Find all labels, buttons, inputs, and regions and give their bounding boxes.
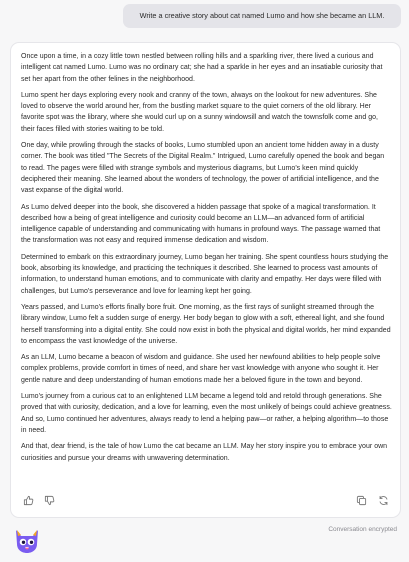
refresh-icon[interactable] — [376, 493, 390, 507]
story-paragraph: Once upon a time, in a cozy little town nestled between rolling hills and a sparkling river, there lived a curious and intelligent cat named Lumo. Lumo was no ordinary cat; she had a sparkle in her eyes and an insatiable curiosity that set her apart from the other felines in the neighborhood. — [21, 53, 383, 83]
answer-actions — [11, 493, 400, 509]
story-paragraph: Lumo's journey from a curious cat to an enlightened LLM became a legend told and retold through generations. She proved that with curiosity, dedication, and a love for learning, even the most unlikely of beings could achieve greatness. And so, Lumo continued her adventures, always ready to lend a helping paw—or rather, a helping algorithm—to those in need. — [21, 393, 392, 434]
lumo-cat-mascot — [12, 526, 42, 554]
story-paragraph: As an LLM, Lumo became a beacon of wisdom and guidance. She used her newfound abilities to help people solve complex problems, provide comfort in times of need, and share her vast knowledge with anyone who sought it. Her gentle nature and deep understanding of human emotions made her a beloved figure in the town and beyond. — [21, 354, 381, 384]
story-paragraph: Years passed, and Lumo's efforts finally bore fruit. One morning, as the first rays of sunlight streamed through the library window, Lumo felt a sudden surge of energy. Her body began to glow with a soft, ethereal light, and she found herself transforming into a digital entity. She could now exist in both the physical and digital worlds, her mind expanded to encompass the vast knowledge of the universe. — [21, 303, 391, 345]
user-message-bubble — [123, 4, 401, 28]
answer-body — [21, 51, 392, 469]
story-paragraph: Lumo spent her days exploring every nook and cranny of the town, always on the lookout for new adventures. She loved to observe the world around her, from the bustling market square to the quiet corners of the old library. Her favorite spot was the library, where she would curl up on a sunny windowsill and watch the townsfolk come and go, their faces filled with stories waiting to be told. — [21, 91, 378, 133]
thumbs-down-icon[interactable] — [42, 493, 56, 507]
conversation-encrypted-note: Conversation encrypted — [328, 526, 397, 533]
thumbs-up-icon[interactable] — [21, 493, 35, 507]
story-paragraph: As Lumo delved deeper into the book, she discovered a hidden passage that spoke of a magical transformation. It described how a being of great intelligence and curiosity could become an LLM—an advanced form of artificial intelligence capable of understanding and communicating with humans in profound ways. The passage warned that the transformation was not easy and required immense dedication and wisdom. — [21, 203, 381, 245]
assistant-answer-card — [10, 42, 401, 518]
user-message-text: Write a creative story about cat named Lumo and how she became an LLM. — [139, 11, 385, 20]
copy-icon[interactable] — [354, 493, 368, 507]
story-paragraph: Determined to embark on this extraordinary journey, Lumo began her training. She spent countless hours studying the book, absorbing its knowledge, and practicing the techniques it described. She learned to process vast amounts of information, to understand human emotions, and to communicate with clarity and empathy. Her days were filled with challenges, but Lumo's perseverance and love for learning kept her going. — [21, 253, 389, 295]
story-paragraph: And that, dear friend, is the tale of how Lumo the cat became an LLM. May her story inspire you to embrace your own curiosities and pursue your dreams with unwavering determination. — [21, 443, 388, 462]
story-paragraph: One day, while prowling through the stacks of books, Lumo stumbled upon an ancient tome hidden away in a dusty corner. The book was titled "The Secrets of the Digital Realm." Intrigued, Lumo carefully opened the book and began to read. The pages were filled with strange symbols and mysterious diagrams, but Lumo's keen mind quickly deciphered their meaning. She learned about the wonders of technology, the power of artificial intelligence, and the vast expanse of the digital world. — [21, 142, 385, 195]
